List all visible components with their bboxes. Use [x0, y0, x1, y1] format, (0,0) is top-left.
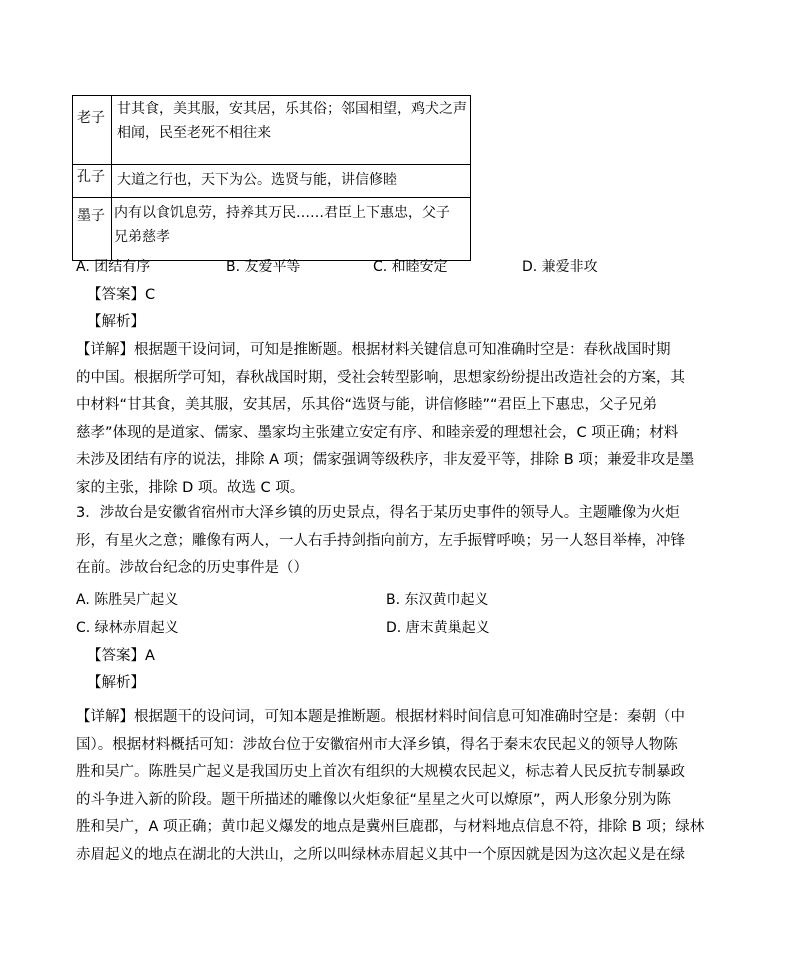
table-row [73, 198, 471, 261]
q3-detail [76, 704, 705, 869]
quote-line: 兄弟慈孝 [114, 229, 170, 245]
detail-line: 家的主张，排除 D 项。故选 C 项。 [76, 479, 305, 496]
q2-detail [76, 337, 695, 502]
detail-line: 胜和吴广。陈胜吴广起义是我国历史上首次有组织的大规模农民起义，标志着人民反抗专制暴政 [76, 764, 685, 780]
source-table [72, 95, 471, 261]
detail-line: 【详解】根据题干的设问词，可知本题是推断题。根据材料时间信息可知准确时空是：秦朝（中 [76, 709, 685, 725]
q3-option-a: A. 陈胜吴广起义 [76, 592, 179, 608]
detail-line: 国）。根据材料概括可知：涉故台位于安徽宿州市大泽乡镇，得名于秦末农民起义的领导人物陈 [76, 736, 678, 753]
quote-line: 大道之行也，天下为公。选贤与能，讲信修睦 [117, 172, 397, 188]
detail-line: 未涉及团结有序的说法，排除 A 项；儒家强调等级秩序，非友爱平等，排除 B 项；兼爱非攻是墨 [76, 452, 695, 468]
quote-cell [112, 198, 471, 261]
detail-line: 赤眉起义的地点在湖北的大洪山，之所以叫绿林赤眉起义其中一个原因就是因为这次起义是在绿 [76, 846, 685, 863]
quote-cell [112, 165, 471, 198]
q3-option-d: D. 唐末黄巢起义 [386, 620, 490, 636]
detail-line: 的斗争进入新的阶段。题干所描述的雕像以火炬象征“星星之火可以燎原”，两人形象分别为陈 [76, 791, 672, 808]
q2-answer: 【答案】C [87, 287, 156, 303]
q2-option-c: C. 和睦安定 [373, 259, 448, 275]
q3-option-c: C. 绿林赤眉起义 [76, 620, 179, 636]
quote-line: 内有以食饥息劳，持养其万民……君臣上下惠忠，父子 [114, 205, 450, 221]
q2-option-b: B. 友爱平等 [226, 259, 301, 275]
quote-line: 相闻，民至老死不相往来 [117, 125, 271, 141]
quote-cell [112, 96, 471, 165]
q3-answer: 【答案】A [87, 648, 155, 664]
q2-analysis-label: 【解析】 [87, 314, 145, 330]
philosopher-name: 老子 [73, 96, 112, 165]
detail-line: 胜和吴广，A 项正确；黄巾起义爆发的地点是冀州巨鹿郡，与材料地点信息不符，排除 B 项；绿林 [76, 819, 705, 835]
stem-line: 在前。涉故台纪念的历史事件是（） [76, 560, 308, 576]
stem-line: 形，有星火之意；雕像有两人，一人右手持剑指向前方，左手振臂呼唤；另一人怒目举棒，冲锋 [76, 532, 685, 549]
table-row [73, 96, 471, 165]
q2-option-a: A. 团结有序 [76, 259, 151, 275]
detail-line: 慈孝”体现的是道家、儒家、墨家均主张建立安定有序、和睦亲爱的理想社会，C 项正确；材料 [76, 424, 679, 441]
philosopher-name: 墨子 [73, 198, 112, 261]
philosopher-name: 孔子 [73, 165, 112, 198]
q2-option-d: D. 兼爱非攻 [522, 259, 598, 275]
q3-analysis-label: 【解析】 [87, 675, 145, 691]
stem-line: 3．涉故台是安徽省宿州市大泽乡镇的历史景点，得名于某历史事件的领导人。主题雕像为火炬 [76, 505, 680, 521]
table-row [73, 165, 471, 198]
detail-line: 【详解】根据题干设问词，可知是推断题。根据材料关键信息可知准确时空是：春秋战国时期 [76, 342, 671, 358]
q3-stem [76, 500, 685, 583]
q3-option-b: B. 东汉黄巾起义 [386, 592, 489, 608]
detail-line: 中材料“甘其食，美其服，安其居，乐其俗“选贤与能，讲信修睦”“君臣上下惠忠，父子兄弟 [76, 397, 658, 413]
detail-line: 的中国。根据所学可知，春秋战国时期，受社会转型影响，思想家纷纷提出改造社会的方案，其 [76, 369, 685, 386]
quote-line: 甘其食，美其服，安其居，乐其俗；邻国相望，鸡犬之声 [117, 101, 467, 117]
